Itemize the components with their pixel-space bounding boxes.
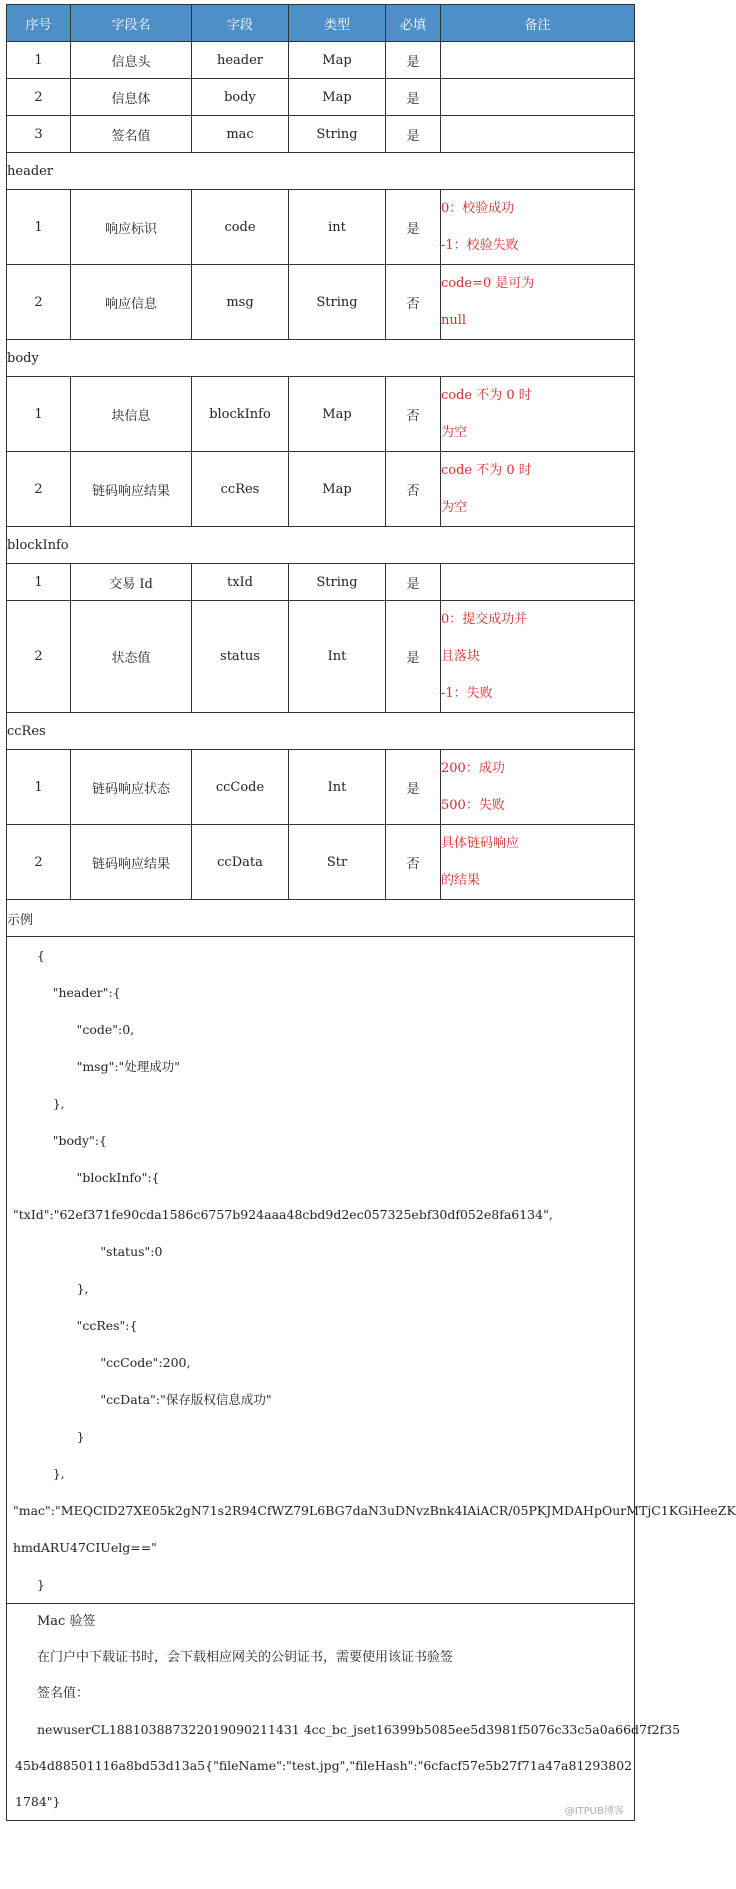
response-field-table <box>6 4 736 1821</box>
example-code-line: "ccRes":{ <box>13 1318 138 1333</box>
row-field-name: 链码响应结果 <box>71 452 192 527</box>
row-type: Int <box>289 750 386 825</box>
row-required: 是 <box>386 564 441 601</box>
example-code-line: "ccCode":200, <box>13 1355 191 1370</box>
mac-value-line: newuserCL188103887322019090211431 4cc_bc_jset16399b5085ee5d3981f5076c33c5a0a66d7f2f35 <box>37 1722 681 1737</box>
row-field-key: body <box>192 79 289 116</box>
row-type: Map <box>289 42 386 79</box>
row-required: 是 <box>386 42 441 79</box>
mac-value-line: 1784"} <box>15 1794 61 1809</box>
row-note-line: code 不为 0 时 <box>441 463 532 478</box>
row-type: Map <box>289 377 386 452</box>
example-code-line: "ccData":"保存版权信息成功" <box>13 1392 272 1407</box>
example-code-line: "code":0, <box>13 1022 135 1037</box>
row-no: 1 <box>7 750 71 825</box>
row-field-name: 信息头 <box>71 42 192 79</box>
row-field-name: 链码响应状态 <box>71 750 192 825</box>
mac-title: Mac 验签 <box>37 1614 96 1629</box>
row-note-line: -1：校验失败 <box>441 238 519 253</box>
row-no: 1 <box>7 564 71 601</box>
row-no: 1 <box>7 190 71 265</box>
example-code-line: { <box>13 948 45 963</box>
row-field-key: ccData <box>192 825 289 900</box>
table-header-row <box>7 5 635 42</box>
row-field-key: status <box>192 601 289 713</box>
example-code-line: "msg":"处理成功" <box>13 1059 181 1074</box>
section-row <box>7 900 635 937</box>
mac-section <box>7 1604 681 1821</box>
example-code-line: }, <box>13 1096 65 1111</box>
row-note <box>441 564 635 601</box>
row-note-line: code=0 是可为 <box>441 276 535 291</box>
section-row <box>7 153 635 190</box>
row-note-line: null <box>441 313 467 328</box>
example-json-block <box>7 937 736 1604</box>
section-title: 示例 <box>7 900 635 937</box>
mac-description: 在门户中下载证书时，会下载相应网关的公钥证书，需要使用该证书验签 <box>37 1650 454 1665</box>
row-required: 是 <box>386 750 441 825</box>
row-no: 2 <box>7 79 71 116</box>
row-required: 否 <box>386 377 441 452</box>
row-note-line: 0：校验成功 <box>441 201 515 216</box>
example-code-line: "body":{ <box>13 1133 107 1148</box>
row-type: String <box>289 265 386 340</box>
row-field-name: 响应标识 <box>71 190 192 265</box>
row-required: 否 <box>386 452 441 527</box>
col-header-name: 字段名 <box>71 5 192 42</box>
section-title: body <box>7 340 635 377</box>
row-no: 2 <box>7 265 71 340</box>
section-title: header <box>7 153 635 190</box>
section-title: blockInfo <box>7 527 635 564</box>
row-note <box>441 42 635 79</box>
row-note <box>441 452 635 527</box>
row-no: 2 <box>7 601 71 713</box>
row-note-line: 0：提交成功并 <box>441 612 528 627</box>
section-title: ccRes <box>7 713 635 750</box>
row-required: 是 <box>386 190 441 265</box>
row-type: Map <box>289 452 386 527</box>
table-row <box>7 601 635 713</box>
row-note-line: 具体链码响应 <box>441 836 520 851</box>
row-field-key: ccRes <box>192 452 289 527</box>
section-row <box>7 713 635 750</box>
table-row <box>7 750 635 825</box>
row-type: String <box>289 564 386 601</box>
row-type: Map <box>289 79 386 116</box>
example-code-line: } <box>13 1577 45 1592</box>
row-note <box>441 601 635 713</box>
example-code-line: "header":{ <box>13 985 121 1000</box>
mac-row <box>7 1604 635 1821</box>
table-row <box>7 42 635 79</box>
row-required: 是 <box>386 79 441 116</box>
row-note-line: 且落块 <box>441 649 481 664</box>
row-field-key: msg <box>192 265 289 340</box>
row-field-name: 交易 Id <box>71 564 192 601</box>
table-row <box>7 190 635 265</box>
row-note <box>441 825 635 900</box>
col-header-no: 序号 <box>7 5 71 42</box>
col-header-note: 备注 <box>441 5 635 42</box>
row-required: 否 <box>386 265 441 340</box>
example-row <box>7 937 635 1604</box>
row-type: Int <box>289 601 386 713</box>
document <box>6 4 736 1821</box>
row-note-line: 500：失败 <box>441 798 505 813</box>
row-note <box>441 377 635 452</box>
row-note <box>441 190 635 265</box>
row-note-line: code 不为 0 时 <box>441 388 532 403</box>
example-code-line: "blockInfo":{ <box>13 1170 160 1185</box>
row-field-name: 响应信息 <box>71 265 192 340</box>
example-code-line: }, <box>13 1281 89 1296</box>
row-type: String <box>289 116 386 153</box>
row-note <box>441 750 635 825</box>
table-row <box>7 79 635 116</box>
row-field-key: mac <box>192 116 289 153</box>
row-required: 否 <box>386 825 441 900</box>
row-type: Str <box>289 825 386 900</box>
row-required: 是 <box>386 116 441 153</box>
row-field-name: 签名值 <box>71 116 192 153</box>
col-header-type: 类型 <box>289 5 386 42</box>
row-note <box>441 116 635 153</box>
section-row <box>7 527 635 564</box>
watermark: @ITPUB博客 <box>564 1806 624 1817</box>
row-no: 3 <box>7 116 71 153</box>
row-note-line: 的结果 <box>441 873 481 888</box>
row-field-name: 链码响应结果 <box>71 825 192 900</box>
row-note-line: 200：成功 <box>441 761 505 776</box>
table-row <box>7 452 635 527</box>
example-code-line: }, <box>13 1466 65 1481</box>
row-note <box>441 79 635 116</box>
row-note-line: 为空 <box>441 425 468 440</box>
row-note-line: -1：失败 <box>441 686 493 701</box>
row-type: int <box>289 190 386 265</box>
mac-value-label: 签名值： <box>37 1686 90 1701</box>
row-field-key: code <box>192 190 289 265</box>
row-no: 1 <box>7 377 71 452</box>
row-no: 1 <box>7 42 71 79</box>
example-code-line: "txId":"62ef371fe90cda1586c6757b924aaa48cbd9d2ec057325ebf30df052e8fa6134", <box>13 1207 553 1222</box>
table-body <box>7 42 736 1821</box>
table-row <box>7 377 635 452</box>
row-field-name: 信息体 <box>71 79 192 116</box>
section-row <box>7 340 635 377</box>
example-code-line: hmdARU47CIUelg==" <box>13 1540 157 1555</box>
table-row <box>7 825 635 900</box>
table-row <box>7 265 635 340</box>
col-header-required: 必填 <box>386 5 441 42</box>
example-code-line: "mac":"MEQCID27XE05k2gN71s2R94CfWZ79L6BG7daN3uDNvzBnk4IAiACR/05PKJMDAHpOurMTjC1KGiHeeZK <box>13 1503 736 1518</box>
table-row <box>7 564 635 601</box>
mac-value-line: 45b4d88501116a8bd53d13a5{"fileName":"test.jpg","fileHash":"6cfacf57e5b27f71a47a81293802 <box>15 1758 633 1773</box>
row-field-name: 块信息 <box>71 377 192 452</box>
row-note <box>441 265 635 340</box>
row-field-key: blockInfo <box>192 377 289 452</box>
example-code-line: } <box>13 1429 85 1444</box>
col-header-field: 字段 <box>192 5 289 42</box>
row-field-key: txId <box>192 564 289 601</box>
example-code-line: "status":0 <box>13 1244 163 1259</box>
row-field-key: ccCode <box>192 750 289 825</box>
row-field-key: header <box>192 42 289 79</box>
row-note-line: 为空 <box>441 500 468 515</box>
row-field-name: 状态值 <box>71 601 192 713</box>
row-no: 2 <box>7 825 71 900</box>
row-no: 2 <box>7 452 71 527</box>
row-required: 是 <box>386 601 441 713</box>
table-row <box>7 116 635 153</box>
